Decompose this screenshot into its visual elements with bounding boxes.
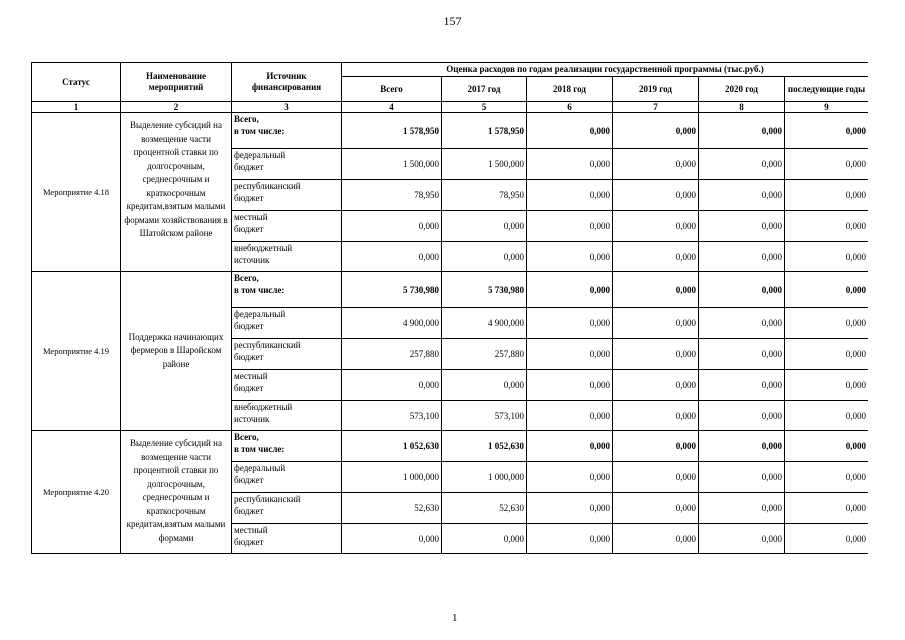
value-cell: 0,000 — [527, 272, 613, 308]
value-cell: 0,000 — [527, 462, 613, 493]
value-cell: 0,000 — [613, 339, 699, 370]
value-cell: 0,000 — [699, 211, 785, 242]
value-cell: 0,000 — [699, 370, 785, 401]
value-cell: 52,630 — [442, 493, 527, 524]
value-cell: 0,000 — [342, 211, 442, 242]
value-cell: 0,000 — [613, 524, 699, 554]
column-numbers-row — [32, 102, 869, 113]
value-cell: 0,000 — [785, 462, 869, 493]
source-cell: республиканский бюджет — [232, 493, 342, 524]
value-cell: 0,000 — [442, 242, 527, 272]
value-cell: 0,000 — [527, 308, 613, 339]
column-number: 3 — [232, 102, 342, 113]
value-cell: 1 000,000 — [342, 462, 442, 493]
value-cell: 1 052,630 — [442, 431, 527, 462]
value-cell: 0,000 — [527, 339, 613, 370]
footer-mark: 1 — [452, 612, 458, 624]
value-cell: 0,000 — [342, 242, 442, 272]
value-cell: 0,000 — [785, 272, 869, 308]
value-cell: 0,000 — [442, 370, 527, 401]
column-number: 2 — [121, 102, 232, 113]
value-cell: 0,000 — [527, 370, 613, 401]
value-cell: 0,000 — [613, 370, 699, 401]
value-cell: 0,000 — [527, 493, 613, 524]
expenses-table-container — [31, 62, 868, 564]
value-cell: 573,100 — [442, 401, 527, 431]
source-cell: Всего, в том числе: — [232, 113, 342, 149]
source-cell: местный бюджет — [232, 211, 342, 242]
table-row — [32, 431, 869, 462]
value-cell: 0,000 — [785, 180, 869, 211]
source-cell: внебюджетный источник — [232, 242, 342, 272]
value-cell: 0,000 — [527, 431, 613, 462]
source-cell: федеральный бюджет — [232, 149, 342, 180]
measure-name-cell: Выделение субсидий на возмещение части процентной ставки по долгосрочным, среднесрочным и краткосрочным кредитам,взятым малыми формами хозяйствования в Шатойском районе — [121, 113, 232, 272]
value-cell: 0,000 — [699, 242, 785, 272]
column-number: 1 — [32, 102, 121, 113]
source-cell: федеральный бюджет — [232, 462, 342, 493]
value-cell: 0,000 — [785, 370, 869, 401]
value-cell: 0,000 — [613, 401, 699, 431]
value-cell: 0,000 — [699, 431, 785, 462]
value-cell: 0,000 — [527, 242, 613, 272]
column-number: 7 — [613, 102, 699, 113]
value-cell: 0,000 — [699, 149, 785, 180]
value-cell: 0,000 — [785, 149, 869, 180]
value-cell: 4 900,000 — [442, 308, 527, 339]
value-cell: 0,000 — [527, 149, 613, 180]
value-cell: 1 578,950 — [342, 113, 442, 149]
value-cell: 52,630 — [342, 493, 442, 524]
value-cell: 1 578,950 — [442, 113, 527, 149]
value-cell: 0,000 — [613, 308, 699, 339]
value-cell: 0,000 — [613, 431, 699, 462]
value-cell: 1 000,000 — [442, 462, 527, 493]
value-cell: 0,000 — [613, 113, 699, 149]
value-cell: 0,000 — [527, 401, 613, 431]
value-cell: 1 500,000 — [342, 149, 442, 180]
value-cell: 0,000 — [785, 339, 869, 370]
value-cell: 5 730,980 — [342, 272, 442, 308]
value-cell: 0,000 — [699, 524, 785, 554]
measure-name-cell: Выделение субсидий на возмещение части процентной ставки по долгосрочным, среднесрочным и краткосрочным кредитам,взятым малыми формами — [121, 431, 232, 554]
value-cell: 0,000 — [785, 211, 869, 242]
status-cell: Мероприятие 4.18 — [32, 113, 121, 272]
value-cell: 0,000 — [613, 462, 699, 493]
source-cell: внебюджетный источник — [232, 401, 342, 431]
value-cell: 0,000 — [699, 493, 785, 524]
source-cell: республиканский бюджет — [232, 339, 342, 370]
table-row — [32, 272, 869, 308]
value-cell: 0,000 — [785, 401, 869, 431]
value-cell: 0,000 — [699, 308, 785, 339]
header-name: Наименование мероприятий — [121, 63, 232, 102]
header-2018: 2018 год — [527, 77, 613, 102]
value-cell: 0,000 — [699, 272, 785, 308]
value-cell: 257,880 — [342, 339, 442, 370]
expenses-table — [31, 62, 868, 554]
header-expense-group: Оценка расходов по годам реализации государственной программы (тыс.руб.) — [342, 63, 869, 77]
column-number: 5 — [442, 102, 527, 113]
value-cell: 0,000 — [699, 180, 785, 211]
page-number: 157 — [443, 14, 462, 28]
table-row — [32, 113, 869, 149]
source-cell: Всего, в том числе: — [232, 272, 342, 308]
value-cell: 0,000 — [613, 493, 699, 524]
value-cell: 0,000 — [699, 462, 785, 493]
value-cell: 257,880 — [442, 339, 527, 370]
status-cell: Мероприятие 4.20 — [32, 431, 121, 554]
value-cell: 0,000 — [613, 242, 699, 272]
source-cell: республиканский бюджет — [232, 180, 342, 211]
value-cell: 0,000 — [613, 180, 699, 211]
value-cell: 0,000 — [785, 524, 869, 554]
header-2017: 2017 год — [442, 77, 527, 102]
source-cell: местный бюджет — [232, 370, 342, 401]
value-cell: 0,000 — [699, 401, 785, 431]
value-cell: 0,000 — [527, 180, 613, 211]
column-number: 8 — [699, 102, 785, 113]
value-cell: 573,100 — [342, 401, 442, 431]
header-2019: 2019 год — [613, 77, 699, 102]
value-cell: 4 900,000 — [342, 308, 442, 339]
value-cell: 0,000 — [342, 370, 442, 401]
value-cell: 0,000 — [613, 211, 699, 242]
value-cell: 0,000 — [342, 524, 442, 554]
status-cell: Мероприятие 4.19 — [32, 272, 121, 431]
value-cell: 0,000 — [699, 339, 785, 370]
source-cell: федеральный бюджет — [232, 308, 342, 339]
value-cell: 0,000 — [527, 211, 613, 242]
header-status: Статус — [32, 63, 121, 102]
measure-name-cell: Поддержка начинающих фермеров в Шаройском районе — [121, 272, 232, 431]
value-cell: 0,000 — [442, 211, 527, 242]
value-cell: 0,000 — [785, 113, 869, 149]
value-cell: 0,000 — [785, 493, 869, 524]
column-number: 4 — [342, 102, 442, 113]
value-cell: 78,950 — [342, 180, 442, 211]
value-cell: 0,000 — [527, 524, 613, 554]
value-cell: 1 500,000 — [442, 149, 527, 180]
header-later-years: последующие годы — [785, 77, 869, 102]
value-cell: 0,000 — [613, 272, 699, 308]
table-body — [32, 113, 869, 554]
header-source: Источник финансирования — [232, 63, 342, 102]
column-number: 6 — [527, 102, 613, 113]
value-cell: 0,000 — [785, 242, 869, 272]
source-cell: местный бюджет — [232, 524, 342, 554]
value-cell: 0,000 — [527, 113, 613, 149]
value-cell: 0,000 — [613, 149, 699, 180]
source-cell: Всего, в том числе: — [232, 431, 342, 462]
value-cell: 78,950 — [442, 180, 527, 211]
value-cell: 0,000 — [442, 524, 527, 554]
value-cell: 5 730,980 — [442, 272, 527, 308]
header-2020: 2020 год — [699, 77, 785, 102]
value-cell: 0,000 — [785, 308, 869, 339]
value-cell: 1 052,630 — [342, 431, 442, 462]
header-total: Всего — [342, 77, 442, 102]
column-number: 9 — [785, 102, 869, 113]
value-cell: 0,000 — [785, 431, 869, 462]
value-cell: 0,000 — [699, 113, 785, 149]
